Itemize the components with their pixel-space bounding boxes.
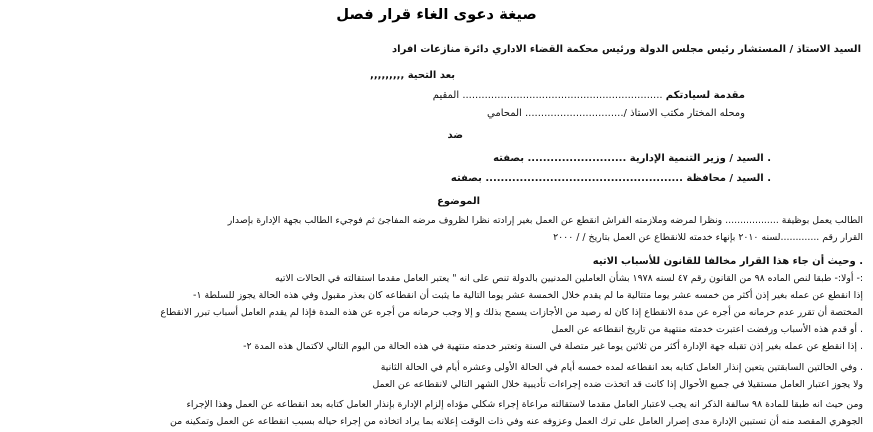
reason-line: ومن حيث انه طبقا للمادة ٩٨ سالفة الذكر انه يجب لاعتبار العامل مقدما لاستقالته مراعاة إجراء شكلي مؤداه إلزام الإدارة بإنذار العامل كتابه بعد انقطاعه عن العمل وهذا الإجراء — [186, 399, 863, 410]
subject-line: القرار رقم .............لسنه ٢٠١٠ بإنهاء خدمته للانقطاع عن العمل بتاريخ / / ٢٠٠٠ — [553, 232, 863, 243]
applicant-line-1 — [433, 90, 745, 101]
greeting-line: بعد التحية ,,,,,,,,, — [370, 70, 455, 81]
reason-line: . أو قدم هذه الأسباب ورفضت اعتبرت خدمته منتهية من تاريخ انقطاعه عن العمل — [551, 324, 863, 335]
defendant-name: . السيد / وزير التنمية الإدارية — [629, 153, 771, 164]
reason-line: المختصة أن تقرر عدم حرمانه من أجره عن مدة الانقطاع إذا كان له رصيد من الأجازات يسمح بذلك و إلا وجب حرمانه من أجره عن هذه المدة فإذا لم يقدم العامل أسباب تبرر الانقطاع — [160, 307, 863, 318]
applicant-dots: ............................................................... — [462, 90, 663, 101]
defendant-dots: .................................................... — [485, 173, 683, 184]
against-label: ضد — [447, 130, 463, 141]
applicant-lawyer: المحامي — [487, 108, 522, 119]
applicant-label: مقدمة لسيادتكم — [665, 90, 745, 101]
applicant-residence: المقيم — [432, 90, 460, 101]
applicant-office: ومحله المختار مكتب الاستاذ /............................... — [525, 108, 745, 119]
reason-line: . إذا انقطع عن عمله بغير إذن تقبله جهة الإدارة أكثر من ثلاثين يوما غير متصلة في السنة وتعتبر خدمته منتهية في هذه الحالة من اليوم التالي لاكتمال هذه المدة ٢- — [243, 341, 863, 352]
document-title: صيغة دعوى الغاء قرار فصل — [336, 6, 537, 23]
subject-heading: الموضوع — [437, 196, 480, 207]
reasons-heading: . وحيث أن جاء هذا القرار مخالفا للقانون للأسباب الاتيه — [592, 256, 863, 267]
reason-line: الجوهري المقصد منه أن تستبين الإدارة مدى إصرار العامل على ترك العمل وعزوفه عنه وفي ذات الوقت إعلانه بما يراد اتخاذه من إجراء حياله بسبب انقطاعه عن العمل وتمكينه من — [169, 416, 863, 427]
defendant-role: بصفته — [493, 153, 525, 164]
reason-line: . وفي الحالتين السابقتين يتعين إنذار العامل كتابه بعد انقطاعه لمده خمسه أيام في الحالة الأولى وعشره أيام في الحالة الثانية — [380, 362, 863, 373]
reason-line: :- أولا:- طبقا لنص الماده ٩٨ من القانون رقم ٤٧ لسنه ١٩٧٨ بشأن العاملين المدنيين بالدولة تنص على انه " يعتبر العامل مقدما استقالته في الحالات الاتيه — [275, 273, 863, 284]
defendant-1 — [493, 153, 771, 164]
applicant-line-2 — [487, 108, 745, 119]
defendant-name: . السيد / محافظة — [686, 173, 771, 184]
defendant-role: بصفته — [450, 173, 482, 184]
reason-line: إذا انقطع عن عمله بغير إذن أكثر من خمسه عشر يوما متتالية ما لم يقدم خلال الخمسة عشر يوما التالية ما يثبت أن انقطاعه كان بعذر مقبول وفي هذه الحالة يجوز للسلطة ١- — [193, 290, 863, 301]
defendant-2 — [451, 173, 771, 184]
subject-line: الطالب يعمل بوظيفة .................. ونظرا لمرضه وملازمته الفراش انقطع عن العمل بغير إرادته نظرا لظروف مرضه المفاجئ ثم فوجيء الطالب بجهة الإدارة بإصدار — [227, 215, 863, 226]
reason-line: ولا يجوز اعتبار العامل مستقيلا في جميع الأحوال إذا كانت قد اتخذت ضده إجراءات تأديبية خلال الشهر التالي لانقطاعه عن العمل — [372, 379, 863, 390]
addressee-line: السيد الاستاذ / المستشار رئيس مجلس الدولة ورئيس محكمة القضاء الاداري دائرة منازعات افراد — [392, 44, 861, 55]
defendant-dots: .......................... — [527, 153, 627, 164]
